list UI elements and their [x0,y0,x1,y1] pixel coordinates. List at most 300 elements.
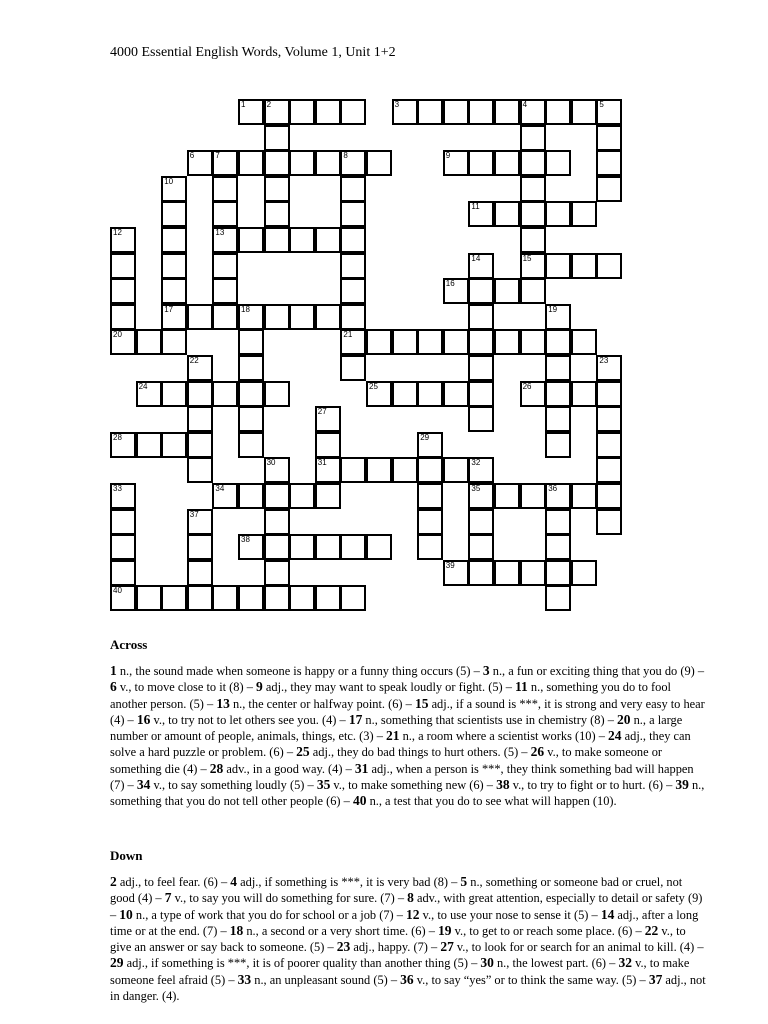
clue-number: 22 [644,922,659,938]
grid-cell[interactable] [340,253,366,279]
grid-cell[interactable] [366,329,392,355]
clue-number: 17 [348,711,363,727]
clue-number: 9 [256,679,263,695]
grid-cell[interactable] [264,227,290,253]
clue-text: adj., after a long time or at the end. (7) [110,907,699,938]
clue-number: 1 [110,663,117,678]
clue-number: 9 [445,151,451,161]
grid-cell[interactable] [468,355,494,381]
grid-cell[interactable] [238,99,264,125]
grid-cell[interactable] [289,150,315,176]
grid-cell[interactable] [136,432,162,458]
clue-number: 13 [215,228,225,237]
clue-number: 35 [316,777,331,793]
grid-cell[interactable] [545,201,571,227]
grid-cell[interactable] [212,278,238,304]
grid-cell[interactable] [571,560,597,586]
grid-cell[interactable] [110,509,136,535]
grid-cell[interactable] [289,483,315,509]
grid-cell[interactable] [187,150,213,176]
grid-cell[interactable] [520,227,546,253]
grid-cell[interactable] [315,457,341,483]
grid-cell[interactable] [443,457,469,483]
clue-number: 33 [237,971,252,987]
clue-number: 10 [119,906,133,922]
clue-number: 35 [471,484,481,493]
grid-cell[interactable] [110,278,136,304]
clue-text: n., a type of work that you do for school or a job (7) [135,907,394,922]
clue-text: adj., to feel fear. (6) [119,875,218,889]
grid-cell[interactable] [340,355,366,381]
clue-number: 23 [599,356,609,365]
clue-number: 26 [522,381,532,391]
grid-cell[interactable] [110,483,136,509]
grid-cell[interactable] [520,150,546,176]
clue-number: 5 [599,100,604,109]
grid-cell[interactable] [468,150,494,176]
grid-cell[interactable] [161,432,187,458]
grid-cell[interactable] [392,329,418,355]
grid-cell[interactable] [110,227,136,253]
grid-cell[interactable] [264,457,290,483]
grid-cell[interactable] [187,432,213,458]
clue-number: 13 [216,695,230,711]
grid-cell[interactable] [443,560,469,586]
clue-number: 14 [600,906,615,922]
clue-text: n., an unpleasant sound (5) [254,972,388,987]
grid-cell[interactable] [238,150,264,176]
grid-cell[interactable] [520,253,546,279]
grid-cell[interactable] [545,534,571,560]
grid-cell[interactable] [545,560,571,586]
grid-cell[interactable] [264,125,290,151]
grid-cell[interactable] [289,534,315,560]
clue-text: adj., when a person is ***, they think something bad will happen (7) [110,761,694,793]
grid-cell[interactable] [468,304,494,330]
grid-cell[interactable] [315,585,341,611]
clue-text: n., a room where a scientist works (10) [402,729,596,744]
down-section [110,848,710,1004]
grid-cell[interactable] [596,150,622,176]
clue-number: 6 [110,679,117,695]
grid-cell[interactable] [443,381,469,407]
grid-cell[interactable] [417,329,443,355]
grid-cell[interactable] [212,304,238,330]
grid-cell[interactable] [545,381,571,407]
grid-cell[interactable] [238,381,264,407]
clue-number: 7 [215,151,220,161]
grid-cell[interactable] [520,99,546,125]
clue-number: 24 [608,728,622,744]
grid-cell[interactable] [212,201,238,227]
clue-number: 22 [189,356,199,365]
clue-number: 27 [440,939,454,955]
grid-cell[interactable] [571,201,597,227]
grid-cell[interactable] [571,99,597,125]
grid-cell[interactable] [238,534,264,560]
grid-cell[interactable] [187,381,213,407]
grid-cell[interactable] [494,150,520,176]
across-heading: Across [110,637,148,652]
grid-cell[interactable] [443,278,469,304]
grid-cell[interactable] [494,201,520,227]
clue-number: 2 [110,874,117,889]
grid-cell[interactable] [596,406,622,432]
clue-number: 18 [229,922,244,938]
clue-number: 16 [136,711,151,727]
grid-cell[interactable] [545,432,571,458]
grid-cell[interactable] [545,150,571,176]
grid-cell[interactable] [238,329,264,355]
grid-cell[interactable] [264,201,290,227]
grid-cell[interactable] [417,483,443,509]
grid-cell[interactable] [340,457,366,483]
clue-text: v., to get to or reach some place. (6) [454,923,633,938]
clue-text: v., to make someone feel afraid (5) [110,956,690,987]
grid-cell[interactable] [520,278,546,304]
grid-cell[interactable] [468,560,494,586]
grid-cell[interactable] [340,304,366,330]
grid-cell[interactable] [366,150,392,176]
grid-cell[interactable] [238,355,264,381]
clue-text: adj., if a sound is ***, it is strong and very easy to hear (4) [110,696,705,727]
grid-cell[interactable] [238,585,264,611]
clue-number: 25 [369,381,378,391]
grid-cell[interactable] [187,406,213,432]
grid-cell[interactable] [468,457,494,483]
grid-cell[interactable] [315,304,341,330]
grid-cell[interactable] [545,253,571,279]
grid-cell[interactable] [212,150,238,176]
clue-number: 31 [354,760,369,776]
grid-cell[interactable] [212,585,238,611]
clue-number: 33 [113,484,122,493]
clue-number: 30 [266,458,276,468]
grid-cell[interactable] [110,534,136,560]
grid-cell[interactable] [136,381,162,407]
clue-number: 40 [113,586,122,596]
grid-cell[interactable] [315,432,341,458]
grid-cell[interactable] [417,381,443,407]
grid-cell[interactable] [340,329,366,355]
grid-cell[interactable] [340,176,366,202]
clue-number: 10 [164,176,174,186]
clue-number: 20 [113,330,122,340]
grid-cell[interactable] [571,253,597,279]
clue-text: v., to try not to let others see you. (4) [153,712,337,727]
grid-cell[interactable] [212,176,238,202]
grid-cell[interactable] [520,329,546,355]
clue-text: v., to look for or search for an animal to kill. (4) [456,940,695,955]
clue-number: 34 [136,777,151,793]
grid-cell[interactable] [187,355,213,381]
grid-cell[interactable] [212,253,238,279]
grid-cell[interactable] [161,329,187,355]
grid-cell[interactable] [315,534,341,560]
grid-cell[interactable] [520,560,546,586]
clue-number: 21 [343,330,353,340]
clue-text: n., a large number or amount of people, animals, things, etc. (3) [110,712,683,744]
grid-cell[interactable] [264,509,290,535]
grid-cell[interactable] [468,278,494,304]
clue-text: v., to say “yes” or to think the same way. (5) [416,972,637,987]
grid-cell[interactable] [161,304,187,330]
grid-cell[interactable] [545,355,571,381]
clue-text: adj., they can solve a hard puzzle or problem. (6) [110,729,691,760]
grid-cell[interactable] [392,99,418,125]
clue-number: 3 [482,663,490,678]
clue-number: 37 [189,509,199,519]
grid-cell[interactable] [443,99,469,125]
grid-cell[interactable] [264,381,290,407]
grid-cell[interactable] [238,483,264,509]
grid-cell[interactable] [340,278,366,304]
grid-cell[interactable] [545,509,571,535]
clue-text: adj., if something is ***, it is of poorer quality than another thing (5) [126,956,468,971]
grid-cell[interactable] [417,457,443,483]
grid-cell[interactable] [545,329,571,355]
grid-cell[interactable] [187,560,213,586]
grid-cell[interactable] [340,534,366,560]
clue-text: v., to say you will do something for sure. (7) [174,891,395,906]
clue-number: 26 [530,744,545,760]
grid-cell[interactable] [289,304,315,330]
clue-text: adv., with great attention, especially to detail or safety (9) [416,891,703,906]
clue-text: n., the center or halfway point. (6) [232,696,403,711]
clue-number: 40 [352,793,367,809]
grid-cell[interactable] [571,483,597,509]
grid-cell[interactable] [520,125,546,151]
grid-cell[interactable] [264,585,290,611]
clue-number: 31 [317,458,327,468]
grid-cell[interactable] [443,150,469,176]
clue-number: 30 [480,955,494,971]
clue-number: 6 [189,151,195,161]
clue-number: 11 [515,679,528,695]
clue-text: n., the sound made when someone is happy or a funny thing occurs (5) [119,664,471,678]
clue-number: 2 [266,100,272,109]
clue-number: 36 [548,484,558,493]
grid-cell[interactable] [315,227,341,253]
clue-text: v., to try to fight or to hurt. (6) [512,778,663,793]
clue-text: adj., not in danger. (4). [110,972,706,1004]
grid-cell[interactable] [161,278,187,304]
clue-number: 29 [110,955,124,971]
grid-cell[interactable] [136,585,162,611]
grid-cell[interactable] [161,253,187,279]
grid-cell[interactable] [110,432,136,458]
grid-cell[interactable] [545,585,571,611]
clue-number: 37 [648,971,663,987]
grid-cell[interactable] [468,253,494,279]
clue-number: 19 [438,922,452,938]
clue-number: 15 [414,695,429,711]
clue-number: 1 [241,100,246,109]
clue-number: 8 [407,890,414,906]
grid-cell[interactable] [520,483,546,509]
grid-cell[interactable] [494,278,520,304]
clue-number: 39 [445,560,455,570]
grid-cell[interactable] [520,381,546,407]
down-heading: Down [110,848,143,863]
clue-number: 32 [618,955,632,971]
clue-text: n., something that you do not tell other people (6) [110,778,705,809]
grid-cell[interactable] [366,457,392,483]
clue-text: v., to make someone or something die (4) [110,745,663,776]
grid-cell[interactable] [340,99,366,125]
grid-cell[interactable] [417,534,443,560]
grid-cell[interactable] [494,99,520,125]
grid-cell[interactable] [187,304,213,330]
grid-cell[interactable] [494,329,520,355]
grid-cell[interactable] [161,176,187,202]
grid-cell[interactable] [596,253,622,279]
grid-cell[interactable] [264,150,290,176]
grid-cell[interactable] [596,457,622,483]
clue-text: adv., in a good way. (4) [226,761,343,776]
grid-cell[interactable] [264,304,290,330]
grid-cell[interactable] [315,150,341,176]
grid-cell[interactable] [110,585,136,611]
grid-cell[interactable] [315,99,341,125]
grid-cell[interactable] [161,381,187,407]
clue-text: n., a test that you do to see what will happen (10). [369,794,617,809]
grid-cell[interactable] [366,534,392,560]
clue-text: v., to move close to it (8) [119,680,244,695]
grid-cell[interactable] [596,509,622,535]
clue-number: 36 [400,971,414,987]
grid-cell[interactable] [161,585,187,611]
grid-cell[interactable] [596,125,622,151]
clue-text: n., something that scientists use in chemistry (8) [365,712,605,727]
grid-cell[interactable] [187,534,213,560]
clue-number: 19 [548,304,558,314]
grid-cell[interactable] [596,355,622,381]
clue-number: 11 [471,202,480,212]
grid-cell[interactable] [571,381,597,407]
clue-number: 4 [230,874,238,889]
clue-number: 29 [420,432,430,442]
clue-number: 12 [406,906,420,922]
grid-cell[interactable] [520,176,546,202]
clue-text: adj., if something is ***, it is very bad (8) [240,875,449,889]
grid-cell[interactable] [264,483,290,509]
clue-number: 7 [164,890,172,906]
grid-cell[interactable] [212,381,238,407]
clue-number: 8 [343,151,348,161]
clue-text: n., a second or a very short time. (6) [246,923,426,938]
clue-number: 3 [394,100,400,109]
clue-text: v., to make something new (6) [333,778,484,793]
clue-number: 5 [460,874,468,889]
grid-cell[interactable] [264,99,290,125]
grid-cell[interactable] [110,329,136,355]
grid-cell[interactable] [468,201,494,227]
grid-cell[interactable] [340,150,366,176]
grid-cell[interactable] [187,457,213,483]
grid-cell[interactable] [494,560,520,586]
grid-cell[interactable] [238,432,264,458]
grid-cell[interactable] [468,509,494,535]
grid-cell[interactable] [545,406,571,432]
grid-cell[interactable] [161,201,187,227]
grid-cell[interactable] [340,227,366,253]
grid-cell[interactable] [340,201,366,227]
grid-cell[interactable] [238,406,264,432]
clue-number: 24 [138,381,148,391]
grid-cell[interactable] [443,329,469,355]
clue-number: 39 [675,777,689,793]
grid-cell[interactable] [110,560,136,586]
grid-cell[interactable] [520,201,546,227]
grid-cell[interactable] [494,483,520,509]
grid-cell[interactable] [238,304,264,330]
clue-text: v., to use your nose to sense it (5) [422,907,589,922]
clue-text: v., to give an answer or say back to someone. (5) [110,923,686,955]
clue-number: 28 [209,760,224,776]
grid-cell[interactable] [545,483,571,509]
grid-cell[interactable] [315,483,341,509]
grid-cell[interactable] [264,534,290,560]
grid-cell[interactable] [596,483,622,509]
clue-number: 15 [522,253,532,263]
clue-text: adj., happy. (7) [353,940,428,955]
grid-cell[interactable] [187,509,213,535]
grid-cell[interactable] [545,304,571,330]
grid-cell[interactable] [468,99,494,125]
grid-cell[interactable] [468,483,494,509]
grid-cell[interactable] [110,304,136,330]
grid-cell[interactable] [136,329,162,355]
clue-text: n., the lowest part. (6) [496,956,607,971]
grid-cell[interactable] [545,99,571,125]
grid-cell[interactable] [392,457,418,483]
grid-cell[interactable] [340,585,366,611]
grid-cell[interactable] [596,176,622,202]
grid-cell[interactable] [596,432,622,458]
grid-cell[interactable] [264,176,290,202]
grid-cell[interactable] [366,381,392,407]
grid-cell[interactable] [596,99,622,125]
grid-cell[interactable] [417,432,443,458]
grid-cell[interactable] [596,381,622,407]
clue-text: n., something or someone bad or cruel, not good (4) [110,875,683,906]
clue-number: 20 [617,711,631,727]
clue-number: 38 [241,535,250,545]
grid-cell[interactable] [187,585,213,611]
grid-cell[interactable] [417,99,443,125]
grid-cell[interactable] [468,534,494,560]
grid-cell[interactable] [161,227,187,253]
grid-cell[interactable] [289,227,315,253]
grid-cell[interactable] [289,585,315,611]
grid-cell[interactable] [468,381,494,407]
grid-cell[interactable] [468,329,494,355]
grid-cell[interactable] [289,99,315,125]
clue-text: v., to say something loudly (5) [153,778,305,793]
grid-cell[interactable] [571,329,597,355]
clue-number: 32 [471,458,481,468]
grid-cell[interactable] [238,227,264,253]
grid-cell[interactable] [212,483,238,509]
grid-cell[interactable] [315,406,341,432]
grid-cell[interactable] [110,253,136,279]
grid-cell[interactable] [212,227,238,253]
grid-cell[interactable] [417,509,443,535]
grid-cell[interactable] [264,560,290,586]
grid-cell[interactable] [392,381,418,407]
grid-cell[interactable] [468,406,494,432]
